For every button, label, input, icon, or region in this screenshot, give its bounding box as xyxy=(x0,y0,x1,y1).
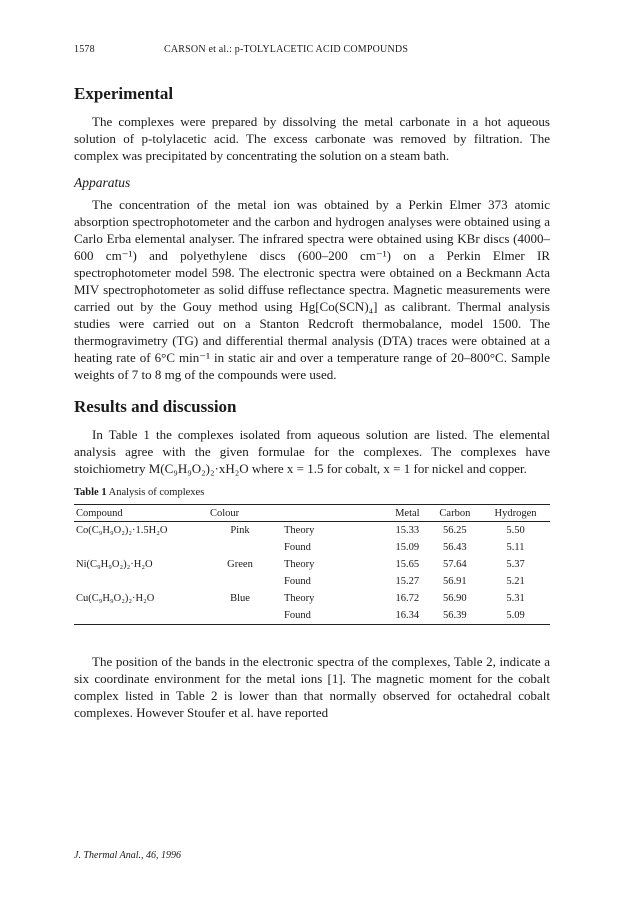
table-caption-text: Analysis of complexes xyxy=(108,487,205,498)
cell-carbon: 56.91 xyxy=(443,576,467,587)
cell-compound xyxy=(74,573,208,590)
cell-hydrogen: 5.50 xyxy=(506,525,525,536)
col-compound: Compound xyxy=(76,508,123,519)
col-carbon: Carbon xyxy=(439,508,471,519)
col-type xyxy=(272,505,386,522)
cell-carbon: 56.43 xyxy=(443,542,467,553)
cell-carbon: 56.25 xyxy=(443,525,467,536)
running-title: CARSON et al.: p-TOLYLACETIC ACID COMPOUNDS xyxy=(164,44,409,55)
paragraph-experimental: The complexes were prepared by dissolving the metal carbonate in a hot aqueous solution of p-tolylacetic acid. The excess carbonate was removed by filtration. The complex was precipitated by concentrating the solution on a steam bath. xyxy=(74,114,550,163)
cell-type: Found xyxy=(284,542,311,553)
table-row xyxy=(74,607,550,625)
cell-compound xyxy=(74,607,208,625)
table-row xyxy=(74,590,550,607)
cell-metal: 15.27 xyxy=(395,576,420,587)
cell-carbon: 56.90 xyxy=(443,593,467,604)
cell-compound: Ni(C₉H₉O₂)₂·H₂O xyxy=(76,559,153,570)
cell-type: Theory xyxy=(284,525,315,536)
col-metal: Metal xyxy=(395,508,420,519)
journal-citation: J. Thermal Anal., 46, 1996 xyxy=(74,850,182,861)
table-label: Table 1 xyxy=(74,487,107,498)
cell-colour xyxy=(208,607,272,625)
cell-metal: 16.34 xyxy=(395,610,420,621)
cell-hydrogen: 5.09 xyxy=(506,610,525,621)
cell-carbon: 57.64 xyxy=(443,559,467,570)
cell-metal: 16.72 xyxy=(395,593,420,604)
article-body xyxy=(74,84,550,731)
cell-hydrogen: 5.11 xyxy=(506,542,525,553)
cell-hydrogen: 5.37 xyxy=(506,559,525,570)
table-row xyxy=(74,556,550,573)
cell-metal: 15.09 xyxy=(395,542,420,553)
heading-apparatus: Apparatus xyxy=(74,175,131,190)
cell-type: Found xyxy=(284,610,311,621)
cell-type: Theory xyxy=(284,559,315,570)
paragraph-apparatus: The concentration of the metal ion was obtained by a Perkin Elmer 373 atomic absorption spectrophotometer and the carbon and hydrogen analyses were obtained using a Carlo Erba elemental analyser. The infrared spectra were obtained using KBr discs (4000–600 cm⁻¹) and polyethylene discs (600–200 cm⁻¹) on a Perkin Elmer IR spectrophotometer model 598. The electronic spectra were obtained on a Beckmann Acta MIV spectrophotometer as solid diffuse reflectance spectra. Magnetic measurements were carried out by the Gouy method using Hg[Co(SCN)₄] as calibrant. Thermal analysis studies were carried out on a Stanton Redcroft thermobalance, model 1500. The thermogravimetry (TG) and differential thermal analysis (DTA) traces were obtained at a heating rate of 6°C min⁻¹ in static air and over a temperature range of 20–800°C. Sample weights of 7 to 8 mg of the compounds were used. xyxy=(74,197,550,382)
analysis-table xyxy=(74,504,550,625)
paragraph-discussion: The position of the bands in the electronic spectra of the complexes, Table 2, indicate a six coordinate environment for the metal ions [1]. The magnetic moment for the cobalt complex listed in Table 2 is lower than that normally observed for octahedral cobalt complexes. However Stoufer et al. have reported xyxy=(74,654,550,720)
cell-colour xyxy=(208,539,272,556)
cell-compound: Cu(C₉H₉O₂)₂·H₂O xyxy=(76,593,155,604)
cell-metal: 15.65 xyxy=(395,559,420,570)
cell-type: Theory xyxy=(284,593,315,604)
cell-carbon: 56.39 xyxy=(443,610,467,621)
heading-experimental: Experimental xyxy=(74,84,174,103)
col-colour: Colour xyxy=(210,508,240,519)
cell-type: Found xyxy=(284,576,311,587)
cell-colour xyxy=(208,573,272,590)
table-row xyxy=(74,573,550,590)
heading-results: Results and discussion xyxy=(74,397,237,416)
cell-hydrogen: 5.21 xyxy=(506,576,525,587)
cell-compound: Co(C₉H₉O₂)₂·1.5H₂O xyxy=(76,525,168,536)
table-row xyxy=(74,522,550,540)
cell-colour: Blue xyxy=(230,593,250,604)
cell-colour: Pink xyxy=(230,525,250,536)
col-hydrogen: Hydrogen xyxy=(494,508,537,519)
table-row xyxy=(74,539,550,556)
table-header-row xyxy=(74,505,550,522)
cell-metal: 15.33 xyxy=(395,525,420,536)
cell-compound xyxy=(74,539,208,556)
cell-colour: Green xyxy=(227,559,253,570)
paragraph-results: In Table 1 the complexes isolated from aqueous solution are listed. The elemental analysis agree with the given formulae for the complexes. The complexes have stoichiometry M(C₉H₉O₂)₂·xH₂O where x = 1.5 for cobalt, x = 1 for nickel and copper. xyxy=(74,427,550,476)
table-caption xyxy=(74,487,550,498)
page-number: 1578 xyxy=(74,44,95,55)
cell-hydrogen: 5.31 xyxy=(506,593,525,604)
